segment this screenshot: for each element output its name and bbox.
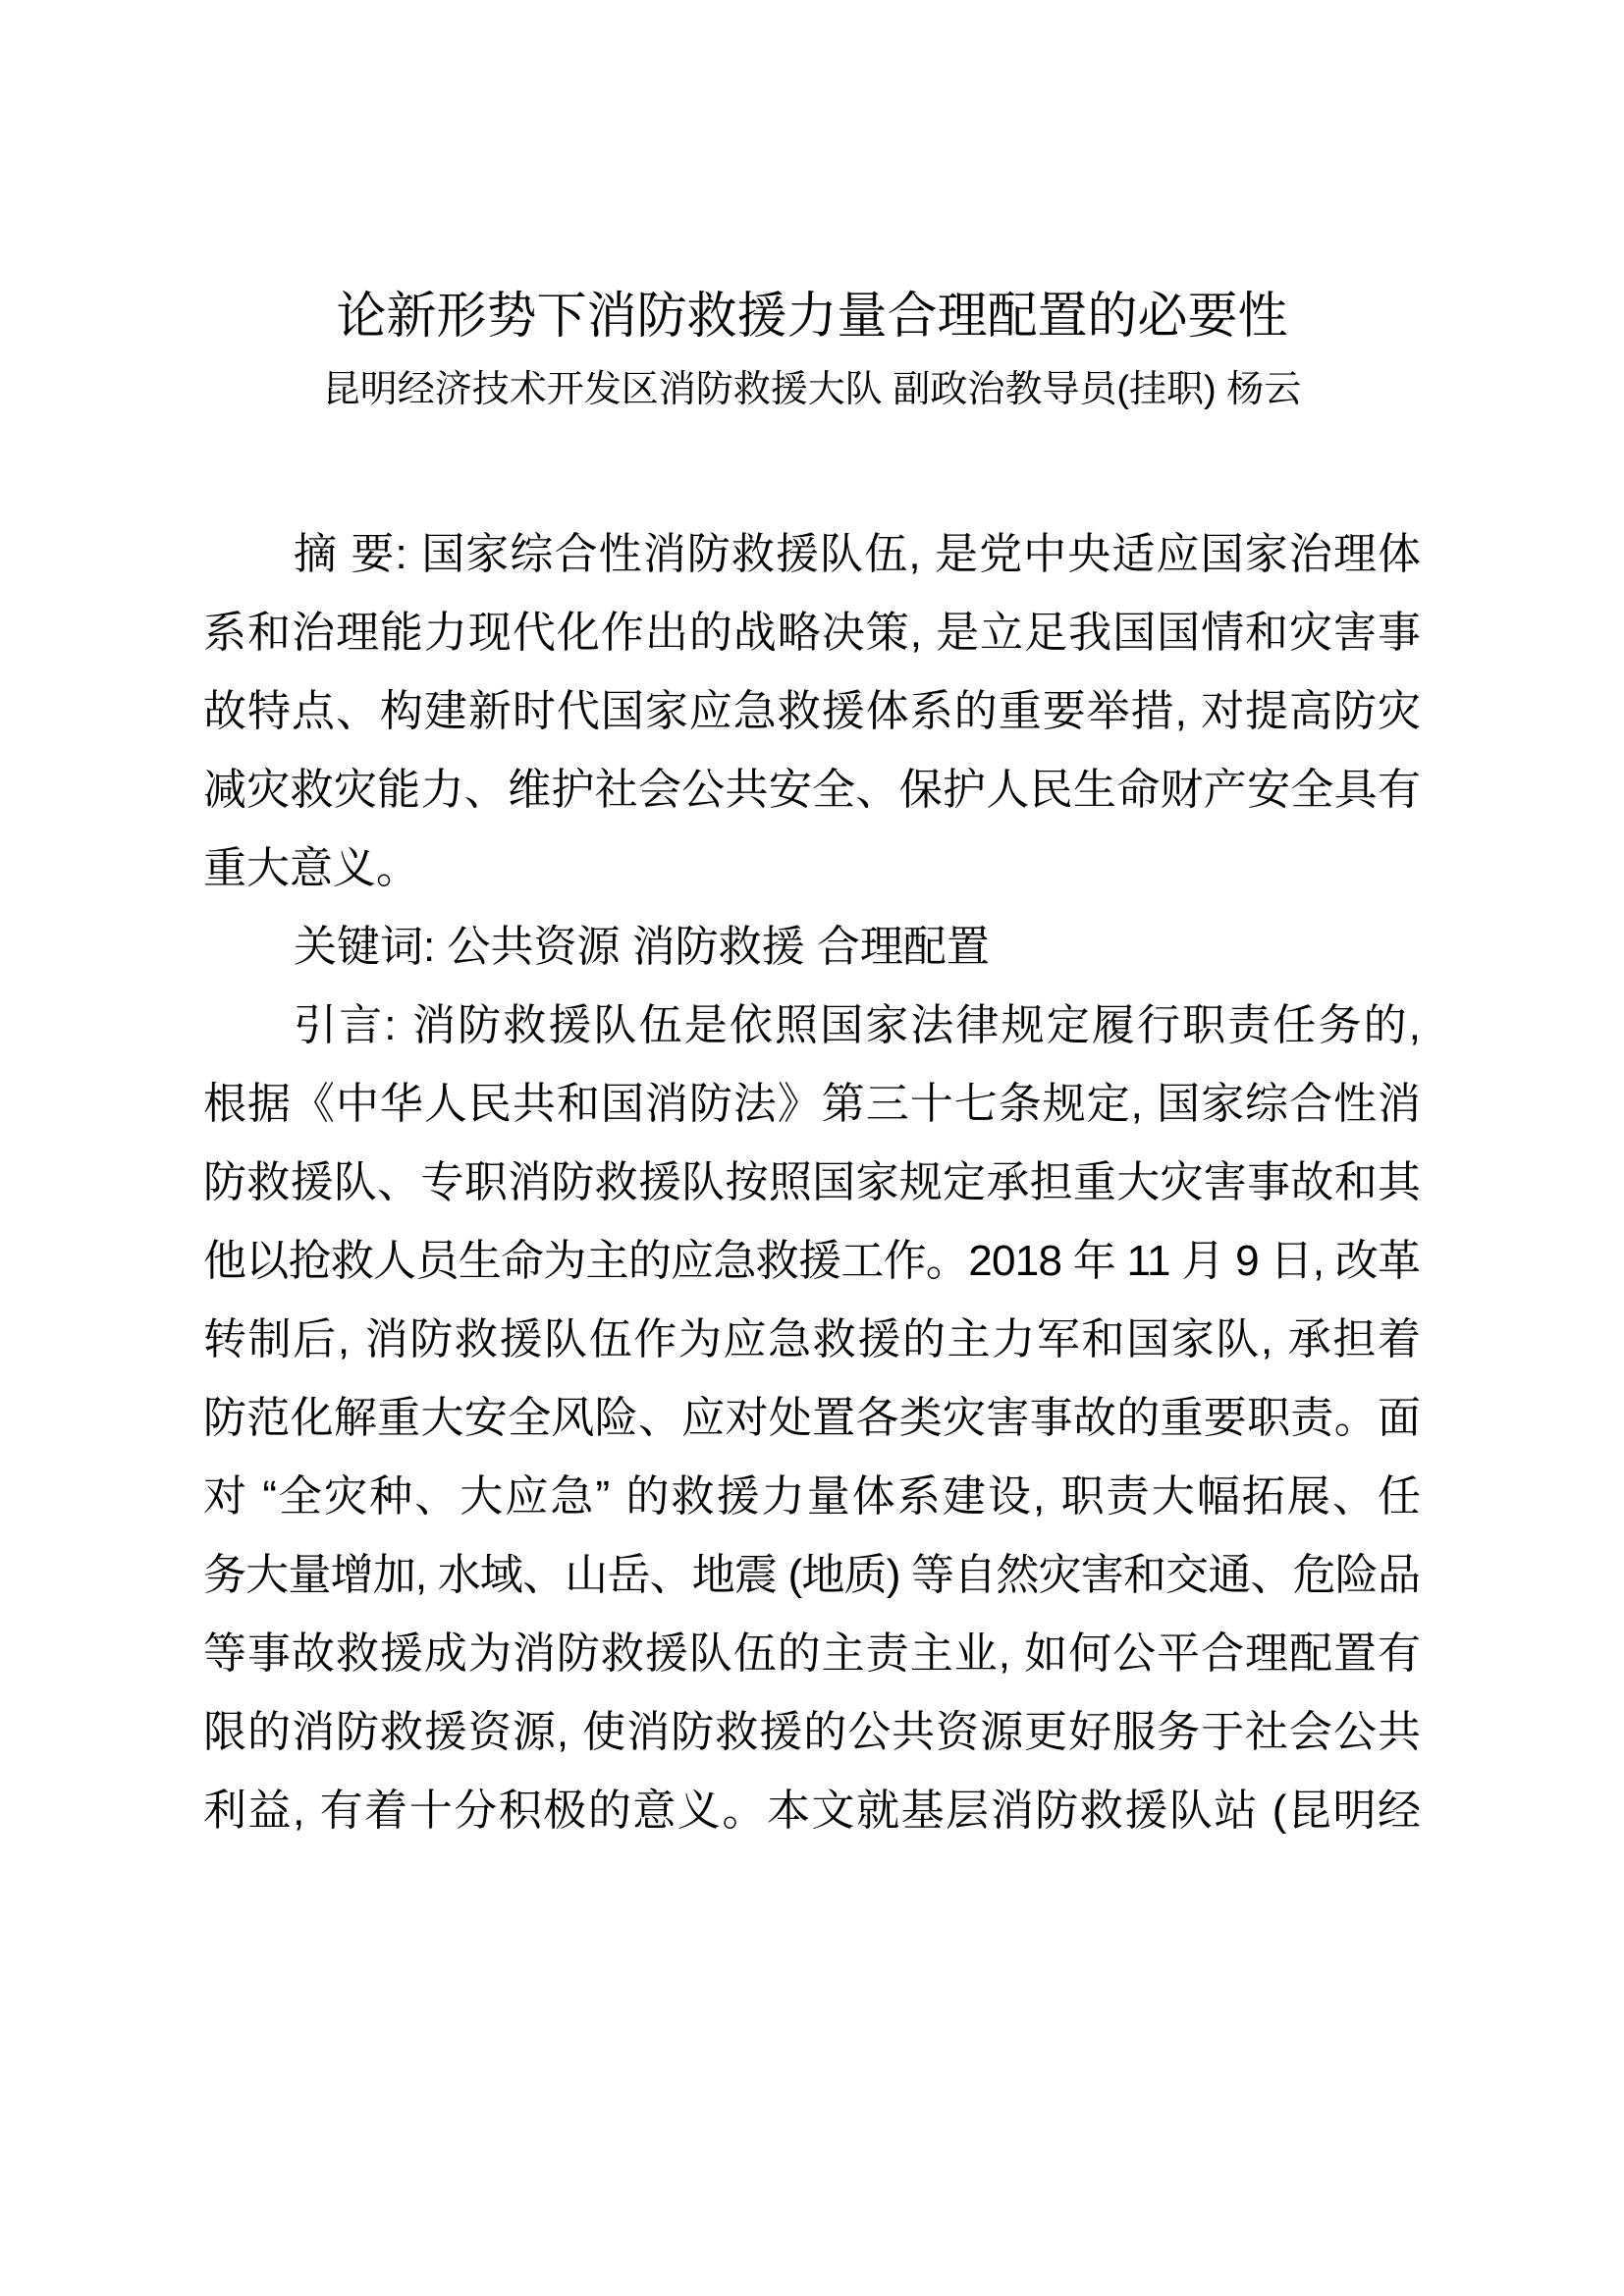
introduction-line-4: 他以抢救人员生命为主的应急救援工作。2018 年 11 月 9 日, 改革 [203, 1237, 1421, 1285]
introduction-line-2: 根据《中华人民共和国消防法》第三十七条规定, 国家综合性消 [203, 1080, 1422, 1128]
document-body [203, 515, 1424, 1850]
introduction-line-1: 引言: 消防救援队伍是依照国家法律规定履行职责任务的, [294, 1001, 1424, 1049]
introduction-line-3: 防救援队、专职消防救援队按照国家规定承担重大灾害事故和其 [203, 1158, 1422, 1206]
introduction-line-7: 对 “全灾种、大应急” 的救援力量体系建设, 职责大幅拓展、任 [203, 1472, 1424, 1521]
page-title: 论新形势下消防救援力量合理配置的必要性 [336, 288, 1288, 344]
keywords-line: 关键词: 公共资源 消防救援 合理配置 [294, 923, 990, 971]
abstract-line-5: 重大意义。 [203, 844, 419, 892]
author-byline: 昆明经济技术开发区消防救援大队 副政治教导员(挂职) 杨云 [322, 369, 1302, 410]
introduction-line-6: 防范化解重大安全风险、应对处置各类灾害事故的重要职责。面 [203, 1394, 1422, 1442]
introduction-line-9: 等事故救援成为消防救援队伍的主责主业, 如何公平合理配置有 [203, 1629, 1422, 1678]
introduction-line-8: 务大量增加, 水域、山岳、地震 (地质) 等自然灾害和交通、危险品 [203, 1551, 1421, 1599]
introduction-line-11: 利益, 有着十分积极的意义。本文就基层消防救援队站 (昆明经 [203, 1787, 1423, 1835]
introduction-line-10: 限的消防救援资源, 使消防救援的公共资源更好服务于社会公共 [203, 1708, 1422, 1756]
abstract-line-3: 故特点、构建新时代国家应急救援体系的重要举措, 对提高防灾 [203, 687, 1422, 735]
abstract-line-4: 减灾救灾能力、维护社会公共安全、保护人民生命财产安全具有 [203, 766, 1422, 814]
abstract-line-1: 摘 要: 国家综合性消防救援队伍, 是党中央适应国家治理体 [294, 530, 1423, 578]
introduction-line-5: 转制后, 消防救援队伍作为应急救援的主力军和国家队, 承担着 [203, 1315, 1423, 1363]
page-content [203, 0, 1424, 1850]
abstract-line-2: 系和治理能力现代化作出的战略决策, 是立足我国国情和灾害事 [203, 609, 1422, 657]
